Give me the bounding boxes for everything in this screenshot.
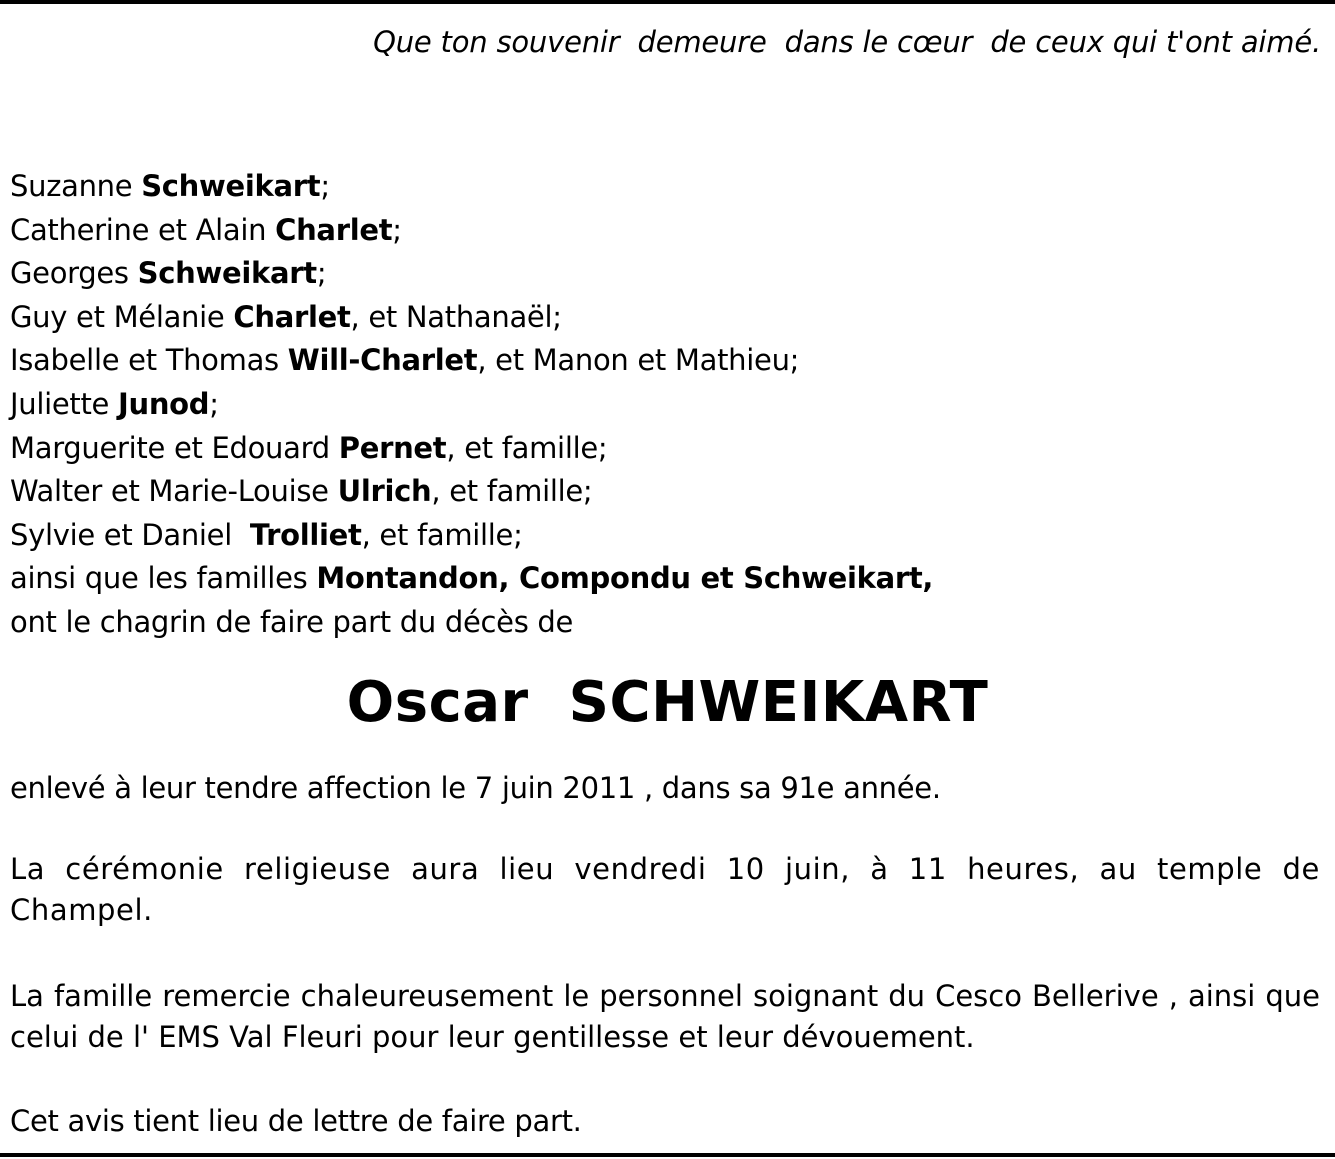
- mourner-first-names: Isabelle et Thomas: [10, 343, 288, 378]
- mourner-surname: Schweikart: [141, 169, 321, 203]
- mourner-suffix: ;: [316, 256, 327, 291]
- deceased-name: Oscar SCHWEIKART: [346, 670, 989, 735]
- mourner-line: [10, 514, 933, 558]
- mourner-first-names: Suzanne: [10, 169, 142, 203]
- mourner-surname: Charlet: [275, 212, 393, 247]
- bottom-rule: [0, 1153, 1335, 1157]
- notice-paragraph: Cet avis tient lieu de lettre de faire part.: [10, 1104, 582, 1138]
- mourner-line: [10, 427, 933, 471]
- epigraph: Que ton souvenir demeure dans le cœur de ceux qui t'ont aimé.: [373, 25, 1321, 59]
- mourner-first-names: Juliette: [10, 386, 118, 421]
- mourner-suffix: ;: [392, 212, 402, 247]
- mourner-line: [10, 339, 933, 383]
- mourner-line: [10, 296, 933, 340]
- mourner-suffix: , et Manon et Mathieu;: [477, 343, 800, 378]
- mourner-line: [10, 470, 933, 514]
- mourners-list: [10, 165, 933, 645]
- mourner-line: [10, 165, 933, 209]
- mourner-line: [10, 252, 933, 296]
- mourner-first-names: Catherine et Alain: [10, 212, 276, 247]
- thanks-paragraph: La famille remercie chaleureusement le personnel soignant du Cesco Bellerive , ainsi que celui de l' EMS Val Fleuri pour leur gentillesse et leur dévouement.: [10, 979, 1320, 1054]
- announcement-line: ont le chagrin de faire part du décès de: [10, 604, 574, 639]
- mourner-first-names: Marguerite et Edouard: [10, 430, 339, 465]
- mourner-line: [10, 209, 933, 253]
- death-date-paragraph: enlevé à leur tendre affection le 7 juin 2011 , dans sa 91e année.: [10, 771, 941, 805]
- mourner-surname: Charlet: [233, 299, 351, 334]
- mourner-surname: Ulrich: [337, 474, 432, 509]
- mourner-suffix: , et famille;: [431, 474, 593, 509]
- mourner-surname: Will-Charlet: [287, 343, 478, 378]
- mourner-first-names: Sylvie et Daniel: [10, 517, 250, 552]
- mourner-surname: Trolliet: [249, 517, 362, 552]
- mourner-suffix: ;: [320, 169, 330, 203]
- mourner-suffix: , et Nathanaël;: [350, 299, 562, 334]
- ceremony-paragraph: La cérémonie religieuse aura lieu vendredi 10 juin, à 11 heures, au temple de Champel.: [10, 852, 1320, 927]
- mourner-surname: Junod: [118, 386, 210, 421]
- mourner-first-names: Guy et Mélanie: [10, 299, 234, 334]
- mourner-first-names: Walter et Marie-Louise: [10, 474, 338, 509]
- mourner-line: [10, 557, 933, 601]
- top-rule: [0, 0, 1335, 4]
- mourner-first-names: Georges: [10, 256, 138, 291]
- mourner-suffix: ;: [209, 386, 219, 421]
- mourner-surname: Schweikart: [137, 256, 317, 291]
- mourner-surname: Pernet: [338, 430, 447, 465]
- mourner-surname: Montandon, Compondu et Schweikart,: [316, 561, 934, 596]
- mourner-suffix: , et famille;: [446, 430, 608, 465]
- mourner-first-names: ainsi que les familles: [10, 561, 317, 596]
- mourner-line: [10, 383, 933, 427]
- mourner-suffix: , et famille;: [361, 517, 523, 552]
